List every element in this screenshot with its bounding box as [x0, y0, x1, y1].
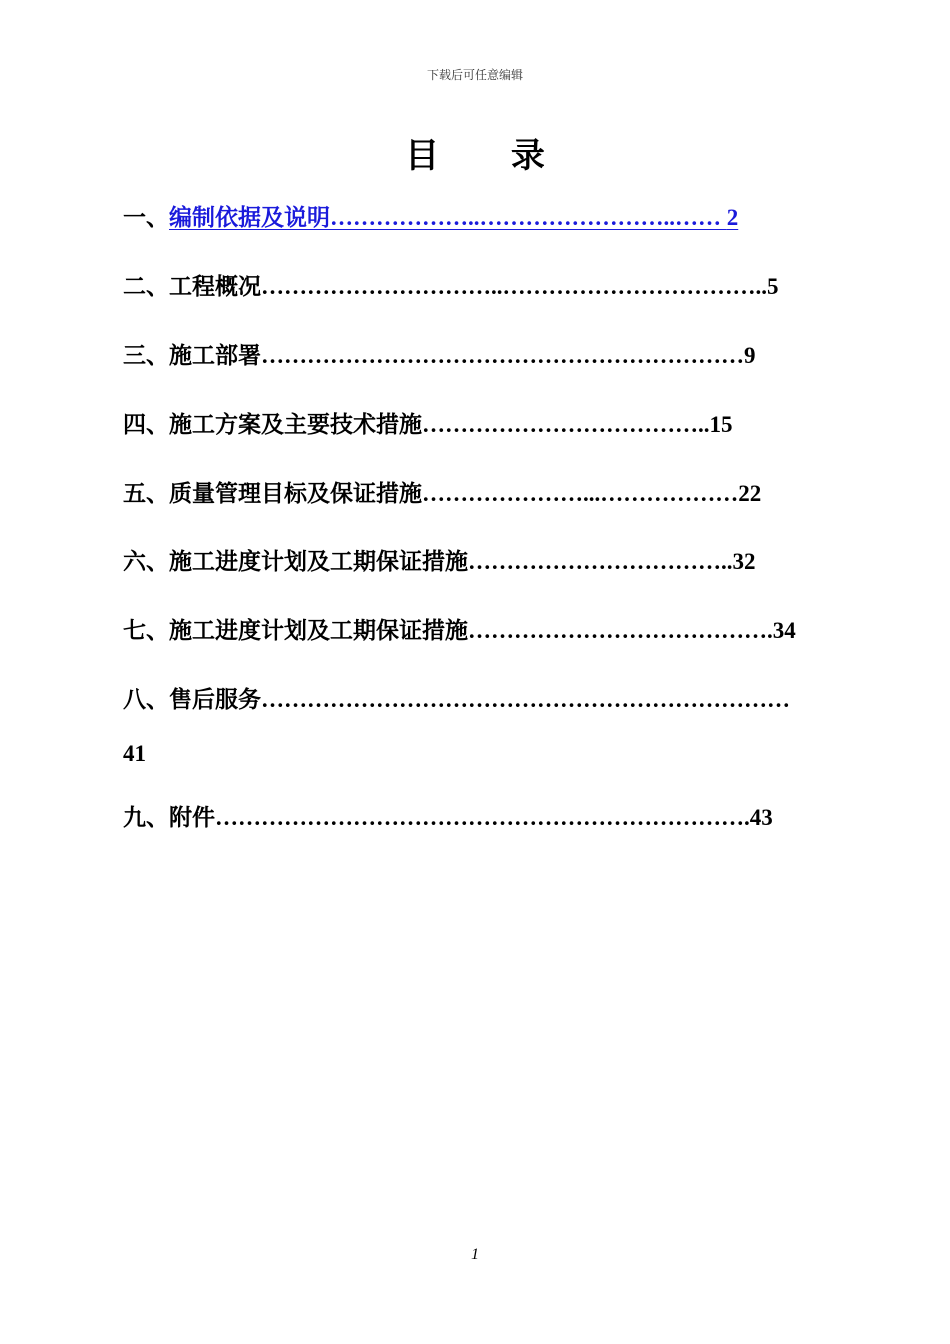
toc-entry-7[interactable] [123, 609, 825, 653]
toc-entry-label: 附件 [169, 805, 215, 831]
toc-entry-6[interactable] [123, 540, 825, 584]
toc-leader-dots: ………………..……………………..…… [330, 205, 727, 230]
toc-entry-label: 施工进度计划及工期保证措施 [169, 618, 468, 644]
toc-entry-9[interactable] [123, 796, 825, 840]
toc-leader-dots: …………………………………………………………… [261, 687, 790, 712]
page-footer-number: 1 [471, 1246, 479, 1263]
toc-entry-label: 施工方案及主要技术措施 [169, 412, 422, 438]
toc-entry-number: 八、 [123, 687, 169, 713]
toc-page-number: 15 [709, 412, 733, 437]
toc-entry-label: 编制依据及说明 [169, 205, 330, 231]
toc-page-number: 5 [767, 274, 779, 299]
toc-entry-number: 六、 [123, 549, 169, 575]
toc-entry-3[interactable] [123, 334, 825, 378]
toc-entry-number: 二、 [123, 274, 169, 300]
toc-leader-dots: ……………………………………………………… [261, 343, 744, 368]
toc-entry-number: 九、 [123, 805, 169, 831]
toc-entry-number: 七、 [123, 618, 169, 644]
toc-leader-dots: ……………………………….. [422, 412, 710, 437]
toc-entry-number: 四、 [123, 412, 169, 438]
toc-entry-2[interactable] [123, 265, 825, 309]
toc-leader-dots: …………………………….. [468, 549, 733, 574]
toc-link[interactable] [169, 204, 738, 231]
toc-page-number: 34 [772, 618, 796, 643]
toc-leader-dots: ……………………………………………………………. [215, 805, 750, 830]
toc-entry-number: 一、 [123, 205, 169, 231]
toc-page-number: 32 [732, 549, 756, 574]
toc-entry-8[interactable] [123, 678, 825, 722]
toc-entry-5[interactable] [123, 472, 825, 516]
toc-leader-dots: …………………...……………… [422, 481, 739, 506]
toc-entry-number: 三、 [123, 343, 169, 369]
toc-entry-label: 工程概况 [169, 274, 261, 300]
toc-entry-label: 售后服务 [169, 687, 261, 713]
toc-leader-dots: …………………………..…………………………….. [261, 274, 767, 299]
toc-leader-dots: …………………………………. [468, 618, 773, 643]
toc-page-number: 22 [738, 481, 762, 506]
toc-entry-label: 施工部署 [169, 343, 261, 369]
toc-page-number: 2 [726, 205, 739, 230]
toc-page-number: 43 [749, 805, 773, 830]
toc-entry-1[interactable] [123, 196, 825, 240]
toc-entry-4[interactable] [123, 403, 825, 447]
toc-page-number: 9 [744, 343, 756, 368]
toc-entry-label: 质量管理目标及保证措施 [169, 481, 422, 507]
toc-entry-number: 五、 [123, 481, 169, 507]
header-note: 下载后可任意编辑 [426, 68, 523, 82]
toc-page-number: 41 [123, 741, 146, 766]
page-title: 目 录 [405, 136, 575, 176]
toc-entry-label: 施工进度计划及工期保证措施 [169, 549, 468, 575]
